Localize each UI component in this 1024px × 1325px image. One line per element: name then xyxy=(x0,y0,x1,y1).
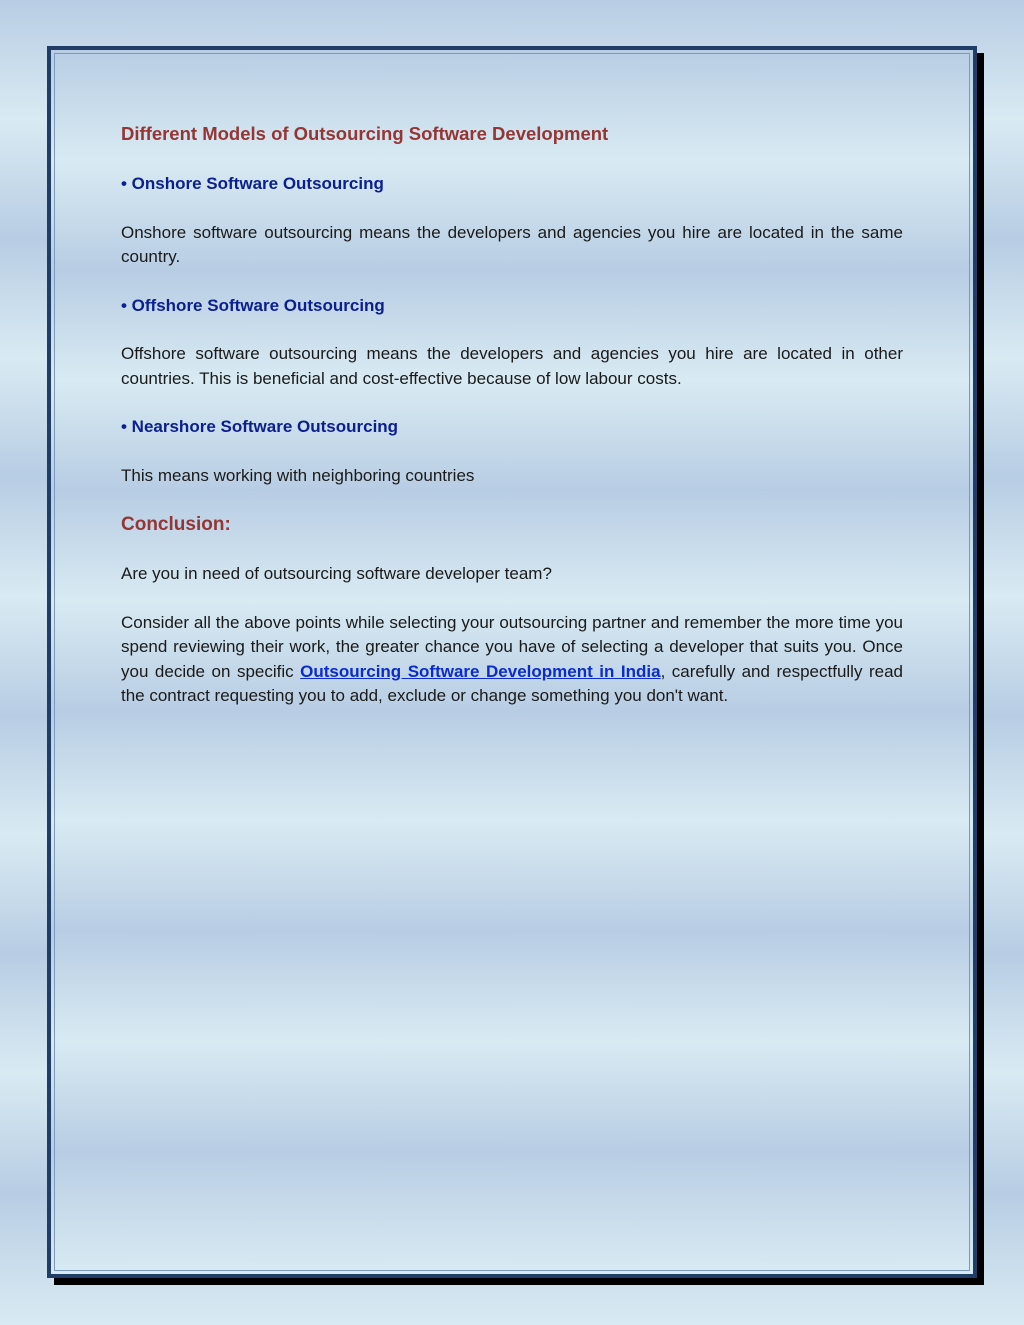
conclusion-heading: Conclusion: xyxy=(121,514,231,535)
conclusion-body-start: Consider all the above points while selecting your outsourcing partner and remember the more time you spend reviewing their work, the greater chance you have of selecting a developer that suits you. Once you decide on specific xyxy=(121,612,903,681)
section-body-nearshore: This means working with neighboring countries xyxy=(121,465,475,485)
section-body-offshore: Offshore software outsourcing means the developers and agencies you hire are located in other countries. This is beneficial and cost-effective because of low labour costs. xyxy=(121,344,903,388)
document-content xyxy=(121,120,903,709)
outsourcing-india-link[interactable]: Outsourcing Software Development in India xyxy=(300,661,661,681)
section-body-onshore: Onshore software outsourcing means the developers and agencies you hire are located in the same country. xyxy=(121,222,903,266)
section-heading-nearshore: • Nearshore Software Outsourcing xyxy=(121,417,399,436)
section-heading-offshore: • Offshore Software Outsourcing xyxy=(121,295,385,315)
conclusion-body xyxy=(121,611,903,709)
conclusion-body-end: , carefully and respectfully read the contract requesting you to add, exclude or change something you don't want. xyxy=(121,661,903,705)
section-heading-onshore: • Onshore Software Outsourcing xyxy=(121,174,384,193)
document-title: Different Models of Outsourcing Software Development xyxy=(121,123,609,144)
conclusion-question: Are you in need of outsourcing software developer team? xyxy=(121,564,552,583)
